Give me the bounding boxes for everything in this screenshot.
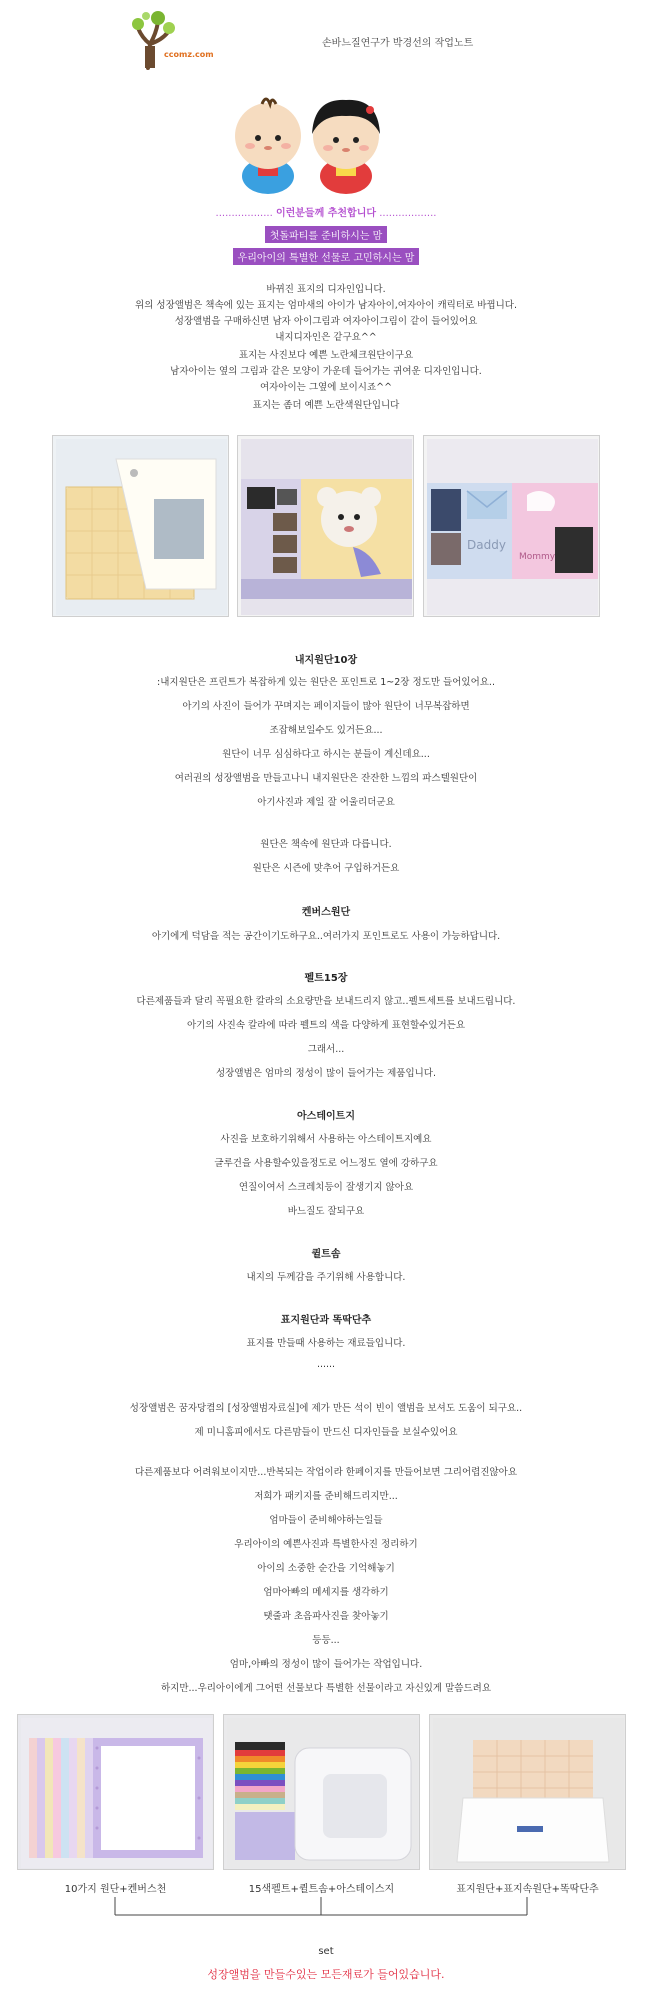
- section-line: 그래서...: [307, 1044, 345, 1055]
- closing-line: 엄마아빠의 메세지를 생각하기: [263, 1587, 389, 1598]
- materials-photo-cover-fabric-snaps: [429, 1714, 626, 1870]
- section-line: ......: [316, 1359, 336, 1370]
- recommend-item-2-row: [0, 248, 652, 265]
- set-label: set: [318, 1946, 334, 1957]
- logo[interactable]: [128, 10, 223, 70]
- section-line: 조잡해보일수도 있거든요...: [269, 725, 383, 736]
- set-bracket-lines: [0, 1893, 652, 1933]
- materials-caption-1: 10가지 원단+켄버스천: [64, 1884, 167, 1895]
- closing-line: 다른제품보다 어려워보이지만...반복되는 작업이라 한페이지를 만들어보면 그리어렵진않아요: [134, 1467, 518, 1478]
- album-photo-daddy-mommy: [423, 435, 600, 617]
- section-line: 사진을 보호하기위해서 사용하는 아스테이트지예요: [220, 1134, 432, 1145]
- baby-characters-illustration: [220, 84, 400, 194]
- section-line: 아기의 사진이 들어가 꾸며지는 페이지들이 많아 원단이 너무복잡하면: [182, 701, 470, 712]
- album-photo-cover: [52, 435, 229, 617]
- closing-line: 탯줄과 초음파사진을 찾아놓기: [263, 1611, 389, 1622]
- intro-line: 표지는 사진보다 예쁜 노란체크원단이구요: [238, 350, 414, 361]
- intro-line: 내지디자인은 같구요^^: [275, 332, 377, 343]
- intro-line: 성장앨범을 구매하신면 남자 아이그림과 여자아이그림이 같이 들어있어요: [174, 316, 478, 327]
- header-tagline: 손바느질연구가 박경선의 작업노트: [322, 38, 474, 49]
- closing-line: 저희가 패키지를 준비해드리지만...: [254, 1491, 398, 1502]
- closing-line: 하지만...우리아이에게 그어떤 선물보다 특별한 선물이라고 자신있게 말씀드려요: [160, 1683, 492, 1694]
- section-title-quilt-batting: 퀼트솜: [311, 1249, 341, 1260]
- section-line: 내지의 두께감을 주기위해 사용합니다.: [246, 1272, 406, 1283]
- section-line: 여러권의 성장앨범을 만들고나니 내지원단은 잔잔한 느낌의 파스텔원단이: [174, 773, 478, 784]
- closing-line: 성장앨범은 꿈자당켬의 [성장앨범자료실]에 제가 만든 석이 빈이 앨범을 보셔도 도움이 되구요..: [129, 1403, 523, 1414]
- intro-line: 여자아이는 그옆에 보이시죠^^: [259, 382, 393, 393]
- section-title-astate: 아스테이트지: [297, 1111, 355, 1122]
- recommend-item-1: 첫돌파티를 준비하시는 맘: [265, 226, 388, 243]
- tree-logo-icon: [128, 10, 223, 70]
- intro-line: 남자아이는 옆의 그림과 같은 모양이 가운데 들어가는 귀여운 디자인입니다.: [170, 366, 482, 377]
- closing-line: 엄마,아빠의 정성이 많이 들어가는 작업입니다.: [229, 1659, 423, 1670]
- recommend-title-row: .................. 이런분들께 추천합니다 ..................: [215, 208, 437, 219]
- closing-line: 등등...: [312, 1635, 340, 1646]
- section-line: 연질이여서 스크레치등이 잘생기지 않아요: [238, 1182, 414, 1193]
- section-title-inner-fabric: 내지원단10장: [294, 655, 358, 666]
- section-line: 표지를 만들때 사용하는 재료들입니다.: [246, 1338, 406, 1349]
- section-title-canvas: 켄버스원단: [301, 907, 351, 918]
- recommend-item-2: 우리아이의 특별한 선물로 고민하시는 맘: [233, 248, 420, 265]
- section-line: 글루건을 사용할수있을정도로 어느정도 열에 강하구요: [214, 1158, 438, 1169]
- intro-line: 바뀌진 표지의 디자인입니다.: [266, 284, 386, 295]
- section-line: 원단은 시즌에 맞추어 구입하거든요: [252, 863, 400, 874]
- recommend-item-1-row: [0, 226, 652, 243]
- materials-photo-fabrics-canvas: [17, 1714, 214, 1870]
- album-photo-inside-pages: [237, 435, 414, 617]
- section-line: 아기의 사진속 칼라에 따라 펠트의 색을 다양하게 표현할수있거든요: [186, 1020, 466, 1031]
- set-note: 성장앨범을 만들수있는 모든재료가 들어있습니다.: [207, 1968, 445, 1981]
- section-title-felt: 펠트15장: [304, 973, 348, 984]
- photo-label-daddy: Daddy: [467, 538, 506, 552]
- materials-caption-3: 표지원단+표지속원단+똑딱단추: [456, 1884, 599, 1895]
- section-line: 성장앨범은 엄마의 정성이 많이 들어가는 제품입니다.: [215, 1068, 436, 1079]
- section-line: 아기사진과 제일 잘 어울리더군요: [257, 797, 395, 808]
- closing-line: 아이의 소중한 순간을 기억해놓기: [257, 1563, 395, 1574]
- section-line: :내지원단은 프린트가 복잡하게 있는 원단은 포인트로 1~2장 정도만 들어있어요..: [157, 677, 495, 688]
- recommend-title: 이런분들께 추천합니다: [275, 208, 377, 219]
- closing-line: 제 미니홈피에서도 다른맘들이 만드신 디자인들을 보실수있어요: [194, 1427, 458, 1438]
- closing-line: 우리아이의 예쁜사진과 특별한사진 정리하기: [234, 1539, 418, 1550]
- materials-photo-felt-batting-astate: [223, 1714, 420, 1870]
- section-line: 원단이 너무 심심하다고 하시는 분들이 계신데요...: [222, 749, 430, 760]
- section-line: 다른제품들과 달리 꼭필요한 칼라의 소요량만을 보내드리지 않고..펠트세트를 보내드립니다.: [136, 996, 516, 1007]
- section-title-cover-fabric-snaps: 표지원단과 똑딱단추: [280, 1315, 372, 1326]
- section-line: 아기에게 덕담을 적는 공간이기도하구요..여러가지 포인트로도 사용이 가능하답니다.: [151, 931, 501, 942]
- section-line: 원단은 책속에 원단과 다릅니다.: [260, 839, 392, 850]
- photo-label-mommy: Mommy: [519, 552, 556, 562]
- section-line: 바느질도 잘되구요: [287, 1206, 365, 1217]
- materials-caption-2: 15색펠트+퀼트솜+아스테이스지: [248, 1884, 395, 1895]
- logo-text: ccomz.com: [164, 50, 214, 59]
- intro-line: 위의 성장앨범은 책속에 있는 표지는 엄마새의 아이가 남자아이,여자아이 캐릭터로 바뀝니다.: [135, 300, 517, 311]
- closing-line: 엄마들이 준비해야하는일들: [269, 1515, 383, 1526]
- intro-line: 표지는 좀더 예쁜 노란색원단입니다: [252, 400, 400, 411]
